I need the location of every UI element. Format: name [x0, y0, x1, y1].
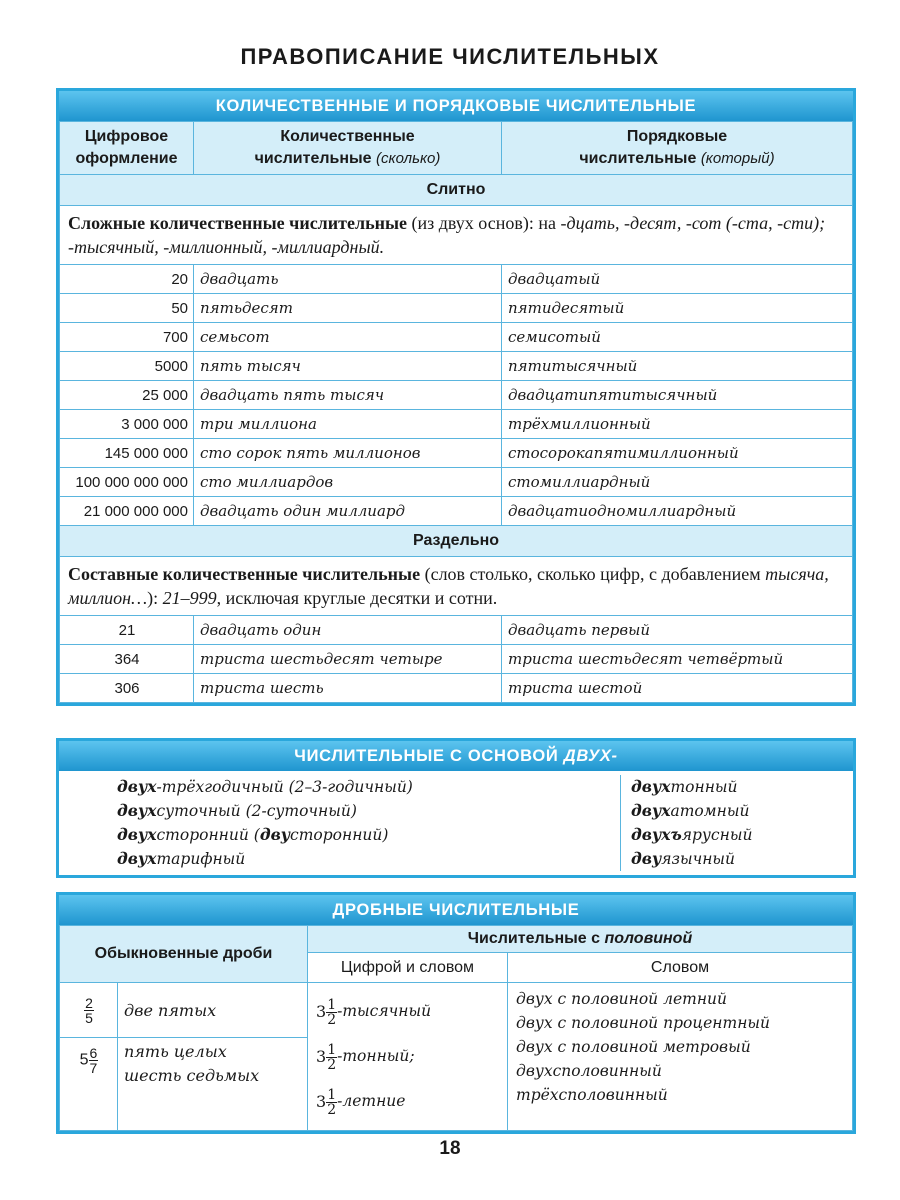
ordinal-cell: стомиллиардный: [502, 468, 853, 497]
table-row: [60, 294, 853, 323]
table-row: [60, 265, 853, 294]
list-item: двух-трёхгодичный (2–3-годичный): [117, 777, 413, 796]
ordinal-cell: двадцать первый: [502, 616, 853, 645]
ordinal-cell: двадцатиодномиллиардный: [502, 497, 853, 526]
fraction-5-6-7: 5 $\frac{6}{7}$: [60, 1038, 118, 1131]
fraction-text: две пятых: [118, 983, 308, 1038]
number-cell: 50: [60, 294, 194, 323]
list-item: двухтонный: [631, 777, 738, 796]
col-with-half: Числительные с половиной: [308, 926, 853, 953]
number-cell: 364: [60, 645, 194, 674]
ordinal-cell: пятидесятый: [502, 294, 853, 323]
cardinal-cell: триста шестьдесят четыре: [194, 645, 502, 674]
list-item: двухатомный: [631, 801, 750, 820]
col-word: Словом: [508, 953, 853, 983]
dvukh-section: [56, 738, 856, 878]
section-header: ДРОБНЫЕ ЧИСЛИТЕЛЬНЫЕ: [59, 895, 853, 925]
page-number: 18: [439, 1138, 461, 1159]
mixed-fractions-cell: [308, 983, 508, 1131]
col-digit-header: Цифровое оформление: [60, 122, 194, 175]
ordinal-cell: триста шестьдесят четвёртый: [502, 645, 853, 674]
cardinal-cell: сто сорок пять миллионов: [194, 439, 502, 468]
cardinal-cell: двадцать: [194, 265, 502, 294]
table-row: [60, 497, 853, 526]
cardinal-cell: триста шесть: [194, 674, 502, 703]
number-cell: 5000: [60, 352, 194, 381]
table-row: [60, 352, 853, 381]
together-label: Слитно: [60, 175, 853, 206]
table-row: [60, 616, 853, 645]
table-row: [60, 439, 853, 468]
ordinal-cell: пятитысячный: [502, 352, 853, 381]
number-cell: 3 000 000: [60, 410, 194, 439]
number-cell: 700: [60, 323, 194, 352]
table-row: [60, 410, 853, 439]
number-cell: 21: [60, 616, 194, 645]
cardinal-cell: двадцать один миллиард: [194, 497, 502, 526]
word-form-item: двух с половиной метровый: [516, 1038, 751, 1056]
table-row: [60, 381, 853, 410]
list-item: двухтарифный: [117, 849, 246, 868]
number-cell: 21 000 000 000: [60, 497, 194, 526]
table-row: [60, 468, 853, 497]
fractions-table: [59, 925, 853, 1131]
col-digit-and-word: Цифрой и словом: [308, 953, 508, 983]
word-form-item: двух с половиной летний: [516, 990, 727, 1008]
list-item: двухсуточный (2-суточный): [117, 801, 357, 820]
number-cell: 100 000 000 000: [60, 468, 194, 497]
section-header: КОЛИЧЕСТВЕННЫЕ И ПОРЯДКОВЫЕ ЧИСЛИТЕЛЬНЫЕ: [59, 91, 853, 121]
ordinal-cell: триста шестой: [502, 674, 853, 703]
list-item: двухъярусный: [631, 825, 753, 844]
word-forms-cell: [508, 983, 853, 1131]
ordinal-cell: двадцатипятитысячный: [502, 381, 853, 410]
numerals-table: [59, 121, 853, 703]
list-item: двуязычный: [631, 849, 736, 868]
number-cell: 25 000: [60, 381, 194, 410]
word-form-item: двух с половиной процентный: [516, 1014, 771, 1032]
cardinal-cell: двадцать один: [194, 616, 502, 645]
fraction-2-5: $\frac{2}{5}$: [60, 983, 118, 1038]
number-cell: 306: [60, 674, 194, 703]
table-row: [60, 645, 853, 674]
cardinal-cell: пять тысяч: [194, 352, 502, 381]
section-header: ЧИСЛИТЕЛЬНЫЕ С ОСНОВОЙ ДВУХ-: [59, 741, 853, 771]
fraction-text: пять целых шесть седьмых: [118, 1038, 308, 1131]
mixed-fraction-item: 3 $\frac{1}{2}$ -летние: [316, 1086, 406, 1118]
cardinal-cell: пятьдесят: [194, 294, 502, 323]
cardinal-cell: три миллиона: [194, 410, 502, 439]
table-row: [60, 323, 853, 352]
cardinal-ordinal-section: [56, 88, 856, 706]
ordinal-cell: семисотый: [502, 323, 853, 352]
separate-description: Составные количественные числительные (слов столько, сколько цифр, с добавлением тысяча, миллион…): 21–999, исключая круглые десятки и сотни.: [60, 557, 853, 616]
table-row: [60, 674, 853, 703]
fractions-section: [56, 892, 856, 1134]
col-cardinal-header: Количественные числительные (сколько): [194, 122, 502, 175]
word-form-item: трёхсполовинный: [516, 1086, 668, 1104]
dvukh-right-list: [621, 775, 752, 871]
col-common-fractions: Обыкновенные дроби: [60, 926, 308, 983]
ordinal-cell: стосорокапятимиллионный: [502, 439, 853, 468]
page-title: ПРАВОПИСАНИЕ ЧИСЛИТЕЛЬНЫХ: [240, 44, 660, 69]
together-rows: [60, 265, 853, 526]
mixed-fraction-item: 3 $\frac{1}{2}$ -тонный;: [316, 1041, 415, 1073]
col-ordinal-header: Порядковые числительные (который): [502, 122, 853, 175]
separate-label: Раздельно: [60, 526, 853, 557]
dvukh-left-list: [59, 775, 621, 871]
mixed-fraction-item: 3 $\frac{1}{2}$ -тысячный: [316, 996, 432, 1028]
dvukh-examples: [59, 771, 853, 875]
ordinal-cell: трёхмиллионный: [502, 410, 853, 439]
number-cell: 20: [60, 265, 194, 294]
number-cell: 145 000 000: [60, 439, 194, 468]
separate-rows: [60, 616, 853, 703]
cardinal-cell: двадцать пять тысяч: [194, 381, 502, 410]
table-header-row: [60, 122, 853, 175]
together-description: Сложные количественные числительные (из двух основ): на -дцать, -десят, -сот (-ста, -сти); -тысячный, -миллионный, -миллиардный.: [60, 206, 853, 265]
word-form-item: двухсполовинный: [516, 1062, 662, 1080]
list-item: двухсторонний (двусторонний): [117, 825, 389, 844]
cardinal-cell: сто миллиардов: [194, 468, 502, 497]
cardinal-cell: семьсот: [194, 323, 502, 352]
ordinal-cell: двадцатый: [502, 265, 853, 294]
